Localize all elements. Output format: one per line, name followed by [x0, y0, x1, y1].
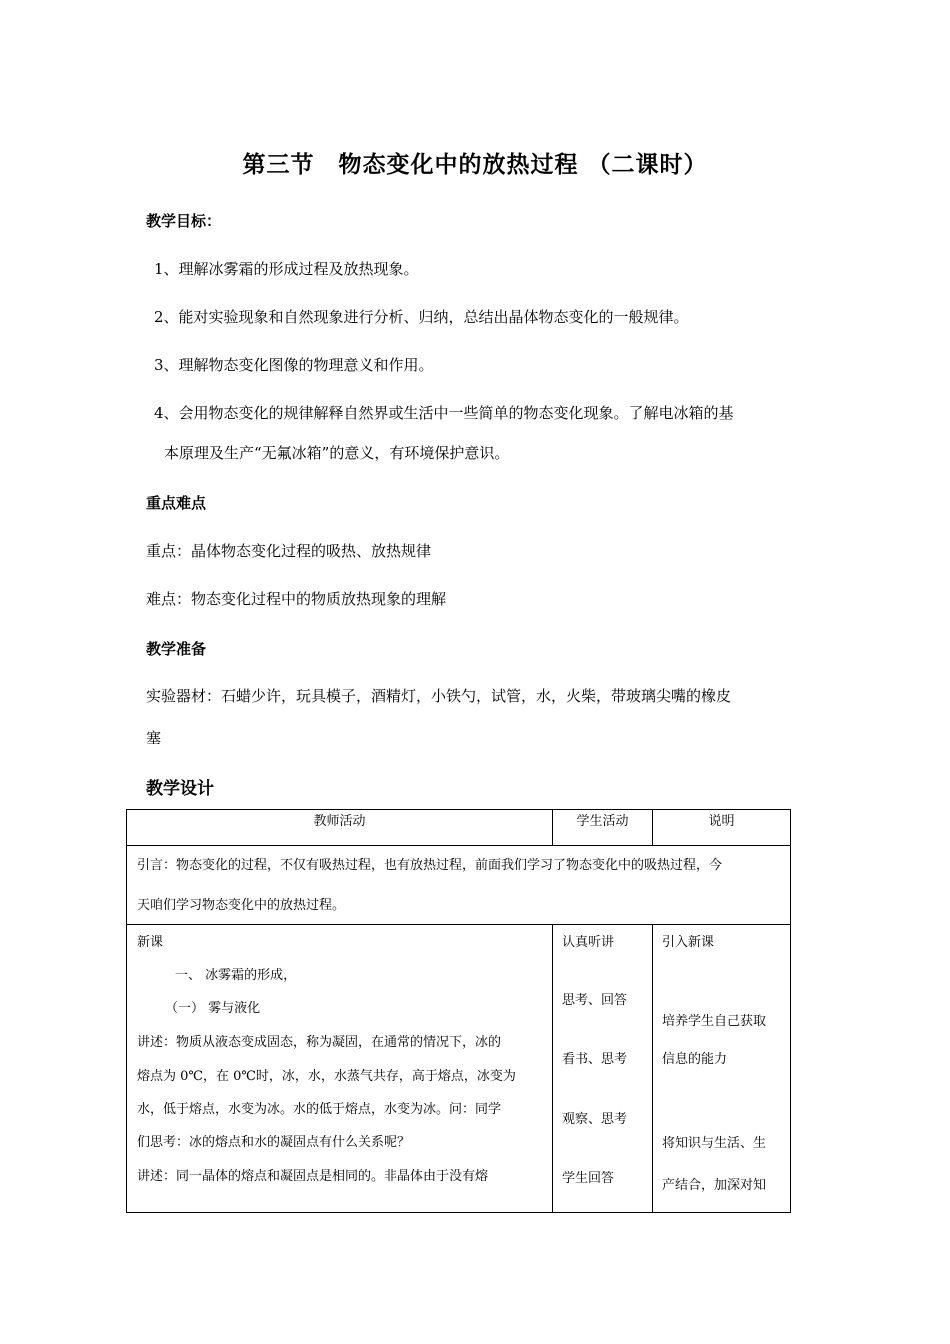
- student-activity: 看书、思考: [562, 1052, 628, 1067]
- teacher-line: 一、 冰雾霜的形成，: [175, 968, 297, 983]
- teacher-line: 们思考：冰的熔点和水的凝固点有什么关系呢？: [137, 1135, 411, 1150]
- teaching-design-table: [126, 809, 791, 1213]
- teacher-line: 水，低于熔点，水变为冰。水的低于熔点，水变为冰。问：同学: [137, 1102, 502, 1117]
- objective-item: 4、会用物态变化的规律解释自然界或生活中一些简单的物态变化现象。了解电冰箱的基: [154, 404, 734, 422]
- page-title: 第三节 物态变化中的放热过程 （二课时）: [242, 152, 708, 178]
- objective-item: 3、理解物态变化图像的物理意义和作用。: [154, 356, 434, 374]
- difficult-point: 难点：物态变化过程中的物质放热现象的理解: [146, 590, 447, 608]
- lesson-row: [127, 925, 791, 1213]
- teacher-line: 熔点为 0℃，在 0℃时，冰，水，水蒸气共存，高于熔点，冰变为: [137, 1069, 516, 1084]
- column-header-note: 说明: [653, 810, 791, 846]
- teacher-line: 讲述：同一晶体的熔点和凝固点是相同的。非晶体由于没有熔: [137, 1169, 489, 1184]
- teacher-line: （一） 雾与液化: [165, 1001, 261, 1016]
- key-points-heading: 重点难点: [146, 494, 207, 512]
- student-activity: 思考、回答: [562, 993, 628, 1008]
- intro-line: 引言：物态变化的过程，不仅有吸热过程，也有放热过程，前面我们学习了物态变化中的吸热过程，今: [137, 858, 723, 873]
- note-line: 培养学生自己获取: [662, 1014, 767, 1029]
- column-header-teacher: 教师活动: [127, 810, 553, 846]
- design-heading: 教学设计: [146, 779, 214, 799]
- table-header-row: [127, 810, 791, 846]
- preparation-line: 实验器材：石蜡少许，玩具模子，酒精灯，小铁勺，试管，水，火柴，带玻璃尖嘴的橡皮: [146, 687, 732, 705]
- column-header-student: 学生活动: [553, 810, 653, 846]
- objective-item-continued: 本原理及生产“无氟冰箱”的意义，有环境保护意识。: [164, 444, 510, 462]
- objective-item: 1、理解冰雾霜的形成过程及放热现象。: [154, 260, 419, 278]
- objective-item: 2、能对实验现象和自然现象进行分析、归纳，总结出晶体物态变化的一般规律。: [154, 308, 689, 326]
- note-line: 引入新课: [662, 935, 715, 950]
- student-activity: 学生回答: [562, 1171, 615, 1186]
- preparation-line: 塞: [146, 729, 162, 747]
- note-line: 信息的能力: [662, 1052, 728, 1067]
- teacher-line: 讲述：物质从液态变成固态，称为凝固，在通常的情况下，冰的: [137, 1035, 502, 1050]
- intro-row: [127, 846, 791, 925]
- note-line: 产结合，加深对知: [662, 1178, 767, 1193]
- teacher-line: 新课: [137, 935, 164, 950]
- student-activity: 认真听讲: [562, 935, 615, 950]
- note-line: 将知识与生活、生: [662, 1136, 767, 1151]
- intro-line: 天咱们学习物态变化中的放热过程。: [137, 898, 346, 913]
- objectives-heading: 教学目标：: [146, 212, 222, 230]
- preparation-heading: 教学准备: [146, 640, 207, 658]
- key-point: 重点：晶体物态变化过程的吸热、放热规律: [146, 542, 432, 560]
- student-activity: 观察、思考: [562, 1112, 628, 1127]
